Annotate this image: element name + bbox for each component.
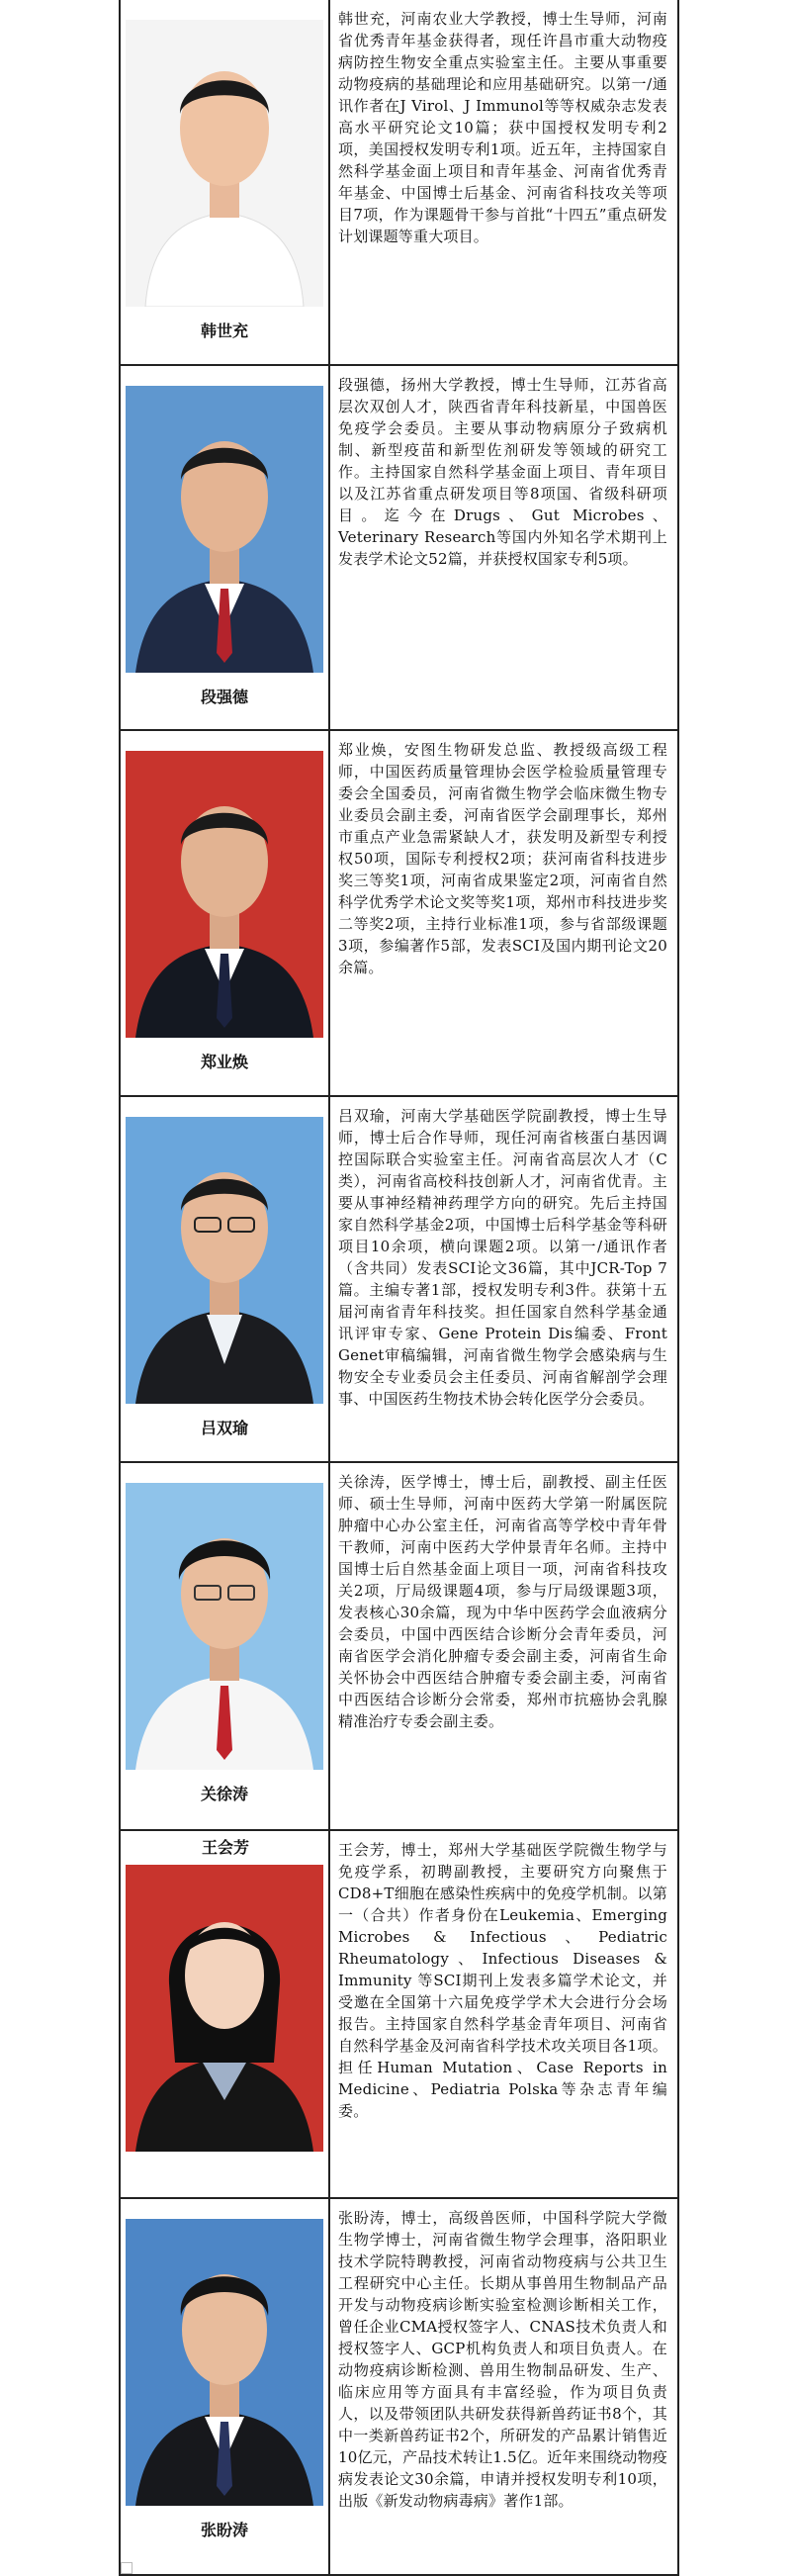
profile-name: 吕双瑜	[200, 1419, 248, 1437]
profile-name: 段强德	[200, 688, 248, 706]
profile-row	[121, 1463, 677, 1831]
profile-row	[121, 1831, 677, 2199]
profile-photo-cell	[121, 1831, 330, 2197]
profile-bio: 吕双瑜，河南大学基础医学院副教授，博士生导师，博士后合作导师，现任河南省核蛋白基因调控国际联合实验室主任。河南省高层次人才（C类），河南省高校科技创新人才，河南省优青。主要从事神经精神药理学方向的研究。先后主持国家自然科学基金2项，中国博士后科学基金等科研项目10余项，横向课题2项。以第一/通讯作者（含共同）发表SCI论文36篇，其中JCR-Top 7篇。主编专著1部，授权发明专利3件。获第十五届河南省青年科技奖。担任国家自然科学基金通讯评审专家、Gene Protein Dis编委、Front Genet审稿编辑，河南省微生物学会感染病与生物安全专业委员会主任委员、河南省解剖学会理事、中国医药生物技术协会转化医学分会委员。	[338, 1107, 667, 1408]
profile-photo-cell	[121, 1463, 330, 1829]
profile-name: 郑业焕	[200, 1053, 248, 1071]
profile-photo	[126, 1483, 323, 1770]
profile-bio: 郑业焕，安图生物研发总监、教授级高级工程师，中国医药质量管理协会医学检验质量管理专委会全国委员，河南省微生物学会临床微生物专业委员会副主委，河南省医学会副理事长，郑州市重点产业急需紧缺人才，获发明及新型专利授权50项，国际专利授权2项；获河南省科技进步奖三等奖1项，河南省成果鉴定2项，河南省自然科学优秀学术论文奖等奖1项，郑州市科技进步奖二等奖2项，主持行业标准1项，参与省部级课题3项，参编著作5部，发表SCI及国内期刊论文20余篇。	[338, 741, 667, 976]
profile-photo	[126, 1117, 323, 1404]
profile-bio: 张盼涛，博士，高级兽医师，中国科学院大学微生物学博士，河南省微生物学会理事，洛阳职业技术学院特聘教授，河南省动物疫病与公共卫生工程研究中心主任。长期从事兽用生物制品产品开发与动物疫病诊断实验室检测诊断相关工作，曾任企业CMA授权签字人、CNAS技术负责人和授权签字人、GCP机构负责人和项目负责人。在动物疫病诊断检测、兽用生物制品研发、生产、临床应用等方面具有丰富经验，作为项目负责人，以及带领团队共研发获得新兽药证书8个，其中一类新兽药证书2个，所研发的产品累计销售近10亿元，产品技术转让1.5亿。近年来围绕动物疫病发表论文30余篇，申请并授权发明专利10项，出版《新发动物病毒病》著作1部。	[338, 2209, 667, 2510]
profile-photo-cell	[121, 731, 330, 1095]
profile-photo	[126, 2219, 323, 2506]
profile-row	[121, 1097, 677, 1463]
profile-bio: 关徐涛，医学博士，博士后，副教授、副主任医师、硕士生导师，河南中医药大学第一附属医院肿瘤中心办公室主任，河南省高等学校中青年骨干教师，河南中医药大学仲景青年名师。主持中国博士后自然基金面上项目一项，河南省科技攻关2项，厅局级课题4项，参与厅局级课题3项，发表核心30余篇，现为中华中医药学会血液病分会委员，中国中西医结合诊断分会青年委员，河南省医学会消化肿瘤专委会副主委，河南省生命关怀协会中西医结合肿瘤专委会副主委，河南省中西医结合诊断分会常委，郑州市抗癌协会乳腺精准治疗专委会副主委。	[338, 1473, 667, 1730]
profile-row	[121, 0, 677, 366]
profile-photo-cell	[121, 0, 330, 364]
profile-row	[121, 2199, 677, 2576]
profile-name: 关徐涛	[200, 1785, 248, 1803]
profile-name: 韩世充	[200, 322, 248, 340]
profile-bio: 韩世充，河南农业大学教授，博士生导师，河南省优秀青年基金获得者，现任许昌市重大动物疫病防控生物安全重点实验室主任。主要从事重要动物疫病的基础理论和应用基础研究。以第一/通讯作者在J Virol、J Immunol等等权威杂志发表高水平研究论文10篇；获中国授权发明专利2项，美国授权发明专利1项。近五年，主持国家自然科学基金面上项目和青年基金、河南省优秀青年基金、中国博士后基金、河南省科技攻关等项目7项，作为课题骨干参与首批“十四五”重点研发计划课题等重大项目。	[338, 10, 667, 245]
profile-photo	[126, 1865, 323, 2152]
profile-photo	[126, 751, 323, 1038]
profile-photo-cell	[121, 366, 330, 729]
profile-bio: 王会芳，博士，郑州大学基础医学院微生物学与免疫学系，初聘副教授，主要研究方向聚焦于CD8+T细胞在感染性疾病中的免疫学机制。以第一（合共）作者身份在Leukemia、Emerging Microbes & Infectious、Pediatric Rheumatology、Infectious Diseases & Immunity 等SCI期刊上发表多篇学术论文，并受邀在全国第十六届免疫学学术大会进行分会场报告。主持国家自然科学基金青年项目、河南省自然科学基金及河南省科学技术攻关项目各1项。担任Human Mutation、Case Reports in Medicine、Pediatria Polska等杂志青年编委。	[338, 1841, 667, 2120]
profile-bio: 段强德，扬州大学教授，博士生导师，江苏省高层次双创人才，陕西省青年科技新星，中国兽医免疫学会委员。主要从事动物病原分子致病机制、新型疫苗和新型佐剂研发等领域的研究工作。主持国家自然科学基金面上项目、青年项目以及江苏省重点研发项目等8项国、省级科研项目。迄今在Drugs、Gut Microbes、Veterinary Research等国内外知名学术期刊上发表学术论文52篇，并获授权国家专利5项。	[338, 376, 667, 568]
profile-photo	[126, 386, 323, 673]
profile-row	[121, 366, 677, 731]
profile-photo-cell	[121, 1097, 330, 1461]
profile-photo-cell	[121, 2199, 330, 2574]
profile-name-top: 王会芳	[201, 1838, 249, 1857]
profile-row	[121, 731, 677, 1097]
profile-table	[119, 0, 679, 2576]
profile-photo	[126, 20, 323, 307]
profile-name: 张盼涛	[200, 2521, 248, 2539]
page-corner-mark	[121, 2562, 132, 2574]
